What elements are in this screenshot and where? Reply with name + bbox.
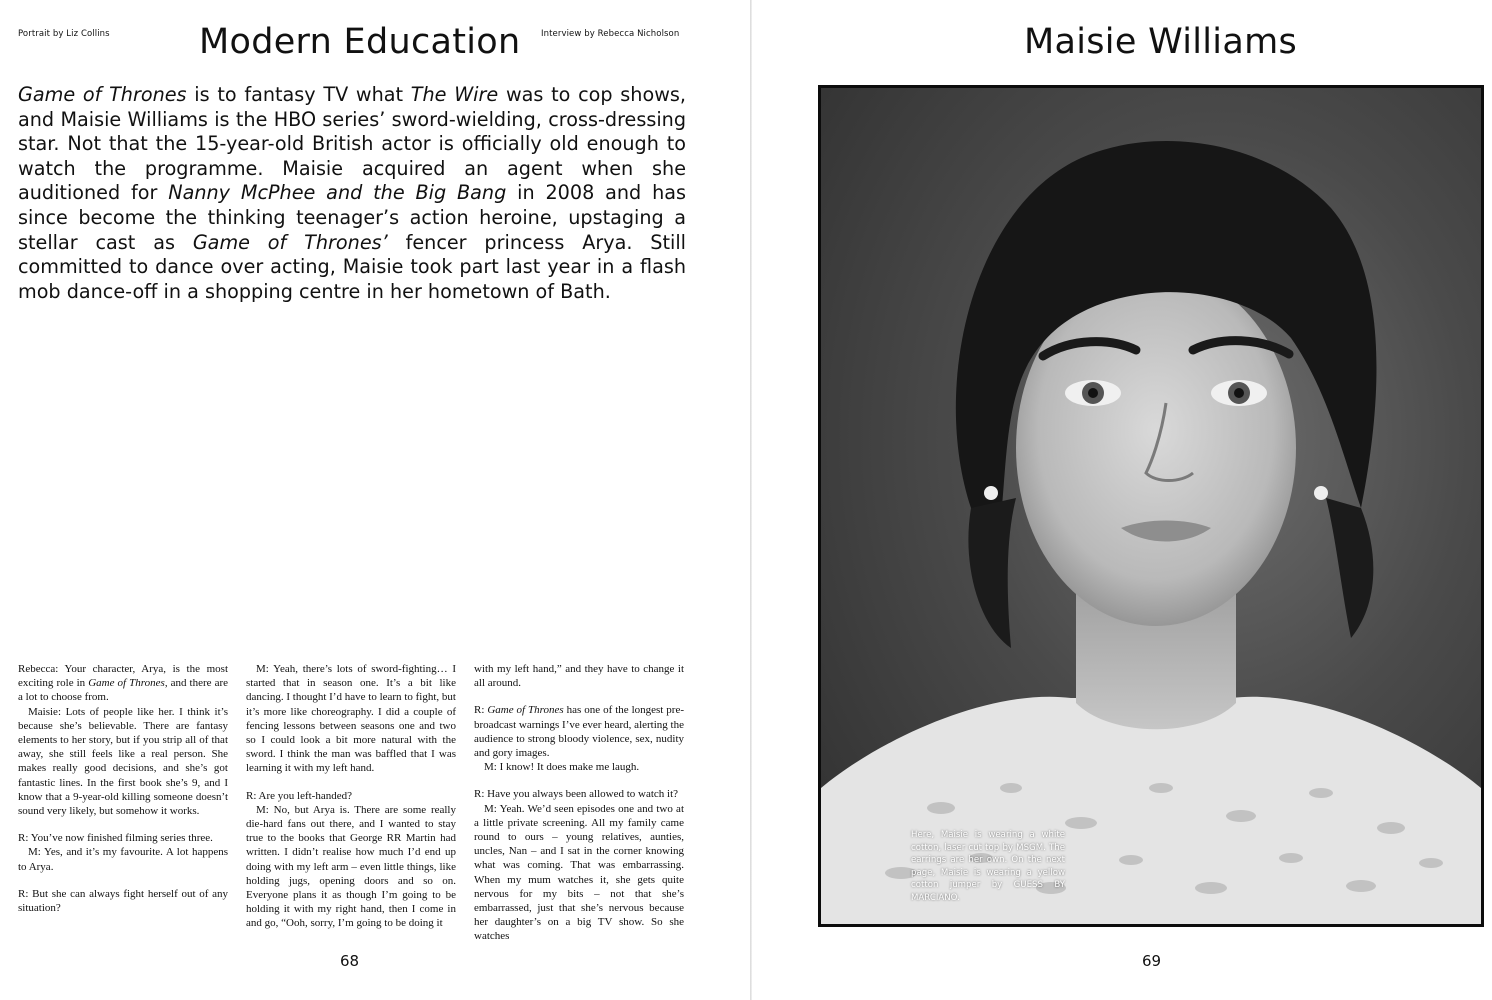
- interview-paragraph: [18, 887, 228, 915]
- italic-text: Game of Thrones: [487, 704, 564, 717]
- text-run: M: I know! It does make me laugh.: [484, 761, 640, 774]
- interview-paragraph: [18, 831, 228, 845]
- interview-paragraph: [474, 662, 684, 690]
- text-run: M: Yeah. We’d seen episodes one and two at a little private screening. All my family came round to ours – young relatives, aunties, uncles, Nan – and I sat in the corner knowing what was coming. That was embarrassing. When my mum watches it, she gets quite nervous for my bits – not that she’s embarrassed, just that she’s nervous because her daughter’s on a big TV show. So she watches: [474, 802, 684, 943]
- hair-side-right: [1326, 498, 1373, 638]
- text-run: Maisie: Lots of people like her. I think it’s because she’s believable. There are fantasy elements to her story, but if you strip all of that away, she still feels like a real person. She makes really good decisions, and she’s got fantastic lines. In the first book she’s 9, and I know that a 9-year-old killing someone doesn’t sound very likely, but somehow it works.: [18, 705, 228, 818]
- text-run: in 2008 and has since become the thinking teenager’s action heroine, upstaging a stellar cast as: [18, 181, 686, 254]
- interview-paragraph: [18, 662, 228, 705]
- text-run: M: No, but Arya is. There are some really die-hard fans out there, and I wanted to stay true to the books that George RR Martin had written. I didn’t realise how much I’d end up doing with my left arm – even little things, like holding jugs, opening doors and so on. Everyone plans it as though I’m going to be holding it with my right hand, then I come in and go, “Ooh, sorry, I’m going to be doing it: [246, 803, 456, 930]
- italic-text: Game of Thrones: [88, 677, 165, 690]
- text-run: M: Yeah, there’s lots of sword-fighting… I started that in season one. It’s a bit like dancing. I thought I’d have to learn to fight, but it’s more like choreography. I did a couple of fencing lessons between seasons one and two so I could look a bit more natural with the sword. I think the man was baffled that I was learning it with my left hand.: [246, 663, 456, 775]
- left-earring: [984, 486, 998, 500]
- italic-text: Game of Thrones’: [192, 230, 388, 254]
- text-run: R: Have you always been allowed to watch it?: [474, 788, 679, 801]
- photo-caption: Here, Maisie is wearing a white cotton, laser cut top by MSGM. The earrings are her own. On the next page, Maisie is wearing a yellow cotton jumper by GUESS BY MARCIANO.: [911, 830, 1065, 903]
- text-run: is to fantasy TV what: [186, 83, 411, 106]
- portrait-title: Maisie Williams: [1024, 22, 1297, 62]
- text-run: fencer princess Arya. Still committed to dance over acting, Maisie took part last year in a flash mob dance-off in a shopping centre in her hometown of Bath.: [18, 230, 686, 303]
- interview-column-3: [474, 662, 684, 944]
- text-run: R:: [474, 704, 488, 717]
- text-run: Rebecca: Your character, Arya, is the most exciting role in: [18, 663, 228, 690]
- text-run: R: You’ve now finished filming series three.: [18, 832, 213, 845]
- text-run: R: But she can always fight herself out of any situation?: [18, 887, 228, 915]
- portrait-illustration: [821, 88, 1481, 924]
- text-run: has one of the longest pre-broadcast warnings I’ve ever heard, alerting the audience to strong bloody violence, sex, nudity and gory images.: [474, 704, 684, 760]
- article-title: Modern Education: [199, 22, 521, 62]
- right-page: [752, 0, 1492, 1000]
- text-run: was to cop shows, and Maisie Williams is the HBO series’ sword-wielding, cross-dressing star. Not that the 15-year-old British actor is officially old enough to watch the programme. Maisie acquired an agent when she auditioned for: [18, 83, 686, 205]
- interview-paragraph: [474, 787, 684, 801]
- interview-body: [18, 662, 686, 943]
- photo-credit: Portrait by Liz Collins: [18, 29, 110, 39]
- italic-text: Game of Thrones: [18, 83, 187, 106]
- interview-paragraph: [474, 703, 684, 760]
- text-run: R: Are you left-handed?: [246, 789, 352, 802]
- interview-paragraph: [246, 789, 456, 803]
- page-number-left: 68: [340, 952, 360, 970]
- standfirst: [18, 83, 686, 304]
- right-earring: [1314, 486, 1328, 500]
- italic-text: The Wire: [410, 83, 499, 106]
- text-run: , and there are a lot to choose from.: [18, 677, 228, 704]
- text-run: with my left hand,” and they have to change it all around.: [474, 663, 684, 690]
- interview-paragraph: [18, 705, 228, 819]
- portrait-photo: [818, 85, 1484, 927]
- page-number-right: 69: [1142, 952, 1162, 970]
- interview-paragraph: [474, 760, 684, 774]
- interview-paragraph: [18, 845, 228, 873]
- hair-side-left: [968, 498, 1016, 648]
- interview-paragraph: [246, 803, 456, 931]
- text-run: M: Yes, and it’s my favourite. A lot happens to Arya.: [18, 846, 228, 873]
- italic-text: Nanny McPhee and the Big Bang: [168, 181, 507, 205]
- interview-column-1: [18, 662, 228, 915]
- interview-column-2: [246, 662, 456, 931]
- interview-credit: Interview by Rebecca Nicholson: [541, 29, 680, 39]
- interview-paragraph: [474, 802, 684, 944]
- interview-paragraph: [246, 662, 456, 776]
